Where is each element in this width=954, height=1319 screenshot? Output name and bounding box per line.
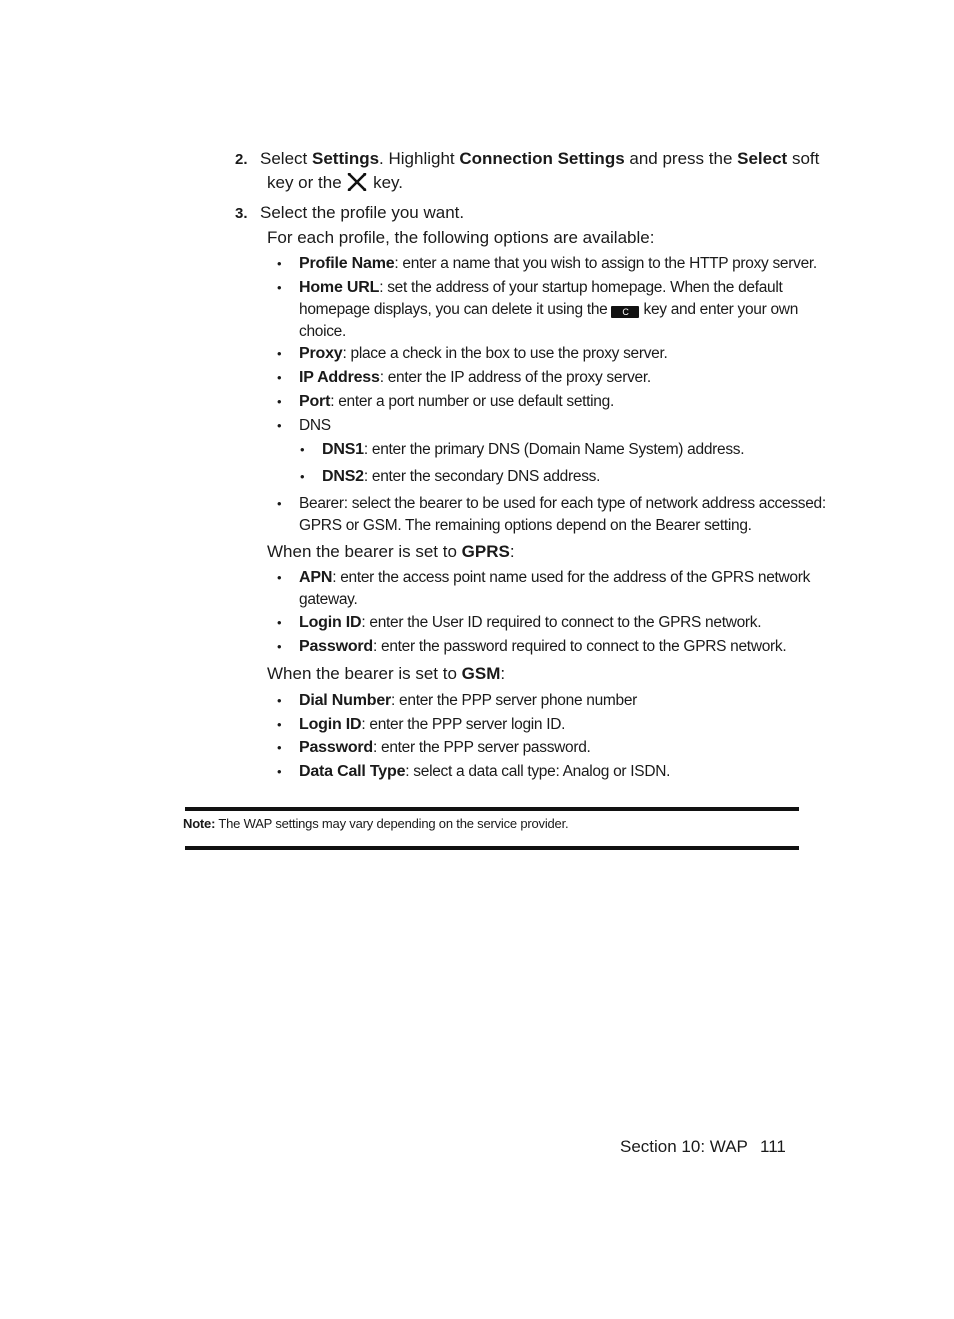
text: Select xyxy=(260,149,312,168)
option-home-url xyxy=(299,277,783,299)
bullet: • xyxy=(277,346,282,361)
option-text: : set the address of your startup homepage. When the default xyxy=(379,279,783,296)
option-text: : place a check in the box to use the proxy server. xyxy=(342,345,668,362)
bullet: • xyxy=(277,639,282,654)
menu-settings: Settings xyxy=(311,149,380,168)
option-text: : select a data call type: Analog or ISDN. xyxy=(405,763,671,780)
navigation-cross-icon xyxy=(346,173,368,191)
gsm-login-id xyxy=(299,714,565,736)
option-label: Login ID xyxy=(299,716,362,733)
option-label: Password xyxy=(299,638,373,655)
option-label: Port xyxy=(299,393,331,410)
option-ip-address xyxy=(299,367,651,389)
step-3-text: Select the profile you want. xyxy=(260,203,465,222)
bullet: • xyxy=(300,469,305,484)
option-port xyxy=(299,391,614,413)
note-text: The WAP settings may vary depending on the service provider. xyxy=(215,816,569,831)
text: and press the xyxy=(624,149,738,168)
option-text: : enter the IP address of the proxy server. xyxy=(379,369,651,386)
option-home-url-line-2 xyxy=(299,299,798,321)
page-number: 111 xyxy=(760,1137,786,1156)
option-label: IP Address xyxy=(299,369,380,386)
text: When the bearer is set to xyxy=(267,664,462,683)
bullet: • xyxy=(277,418,282,433)
note-label: Note: xyxy=(183,816,216,831)
option-text: : enter the password required to connect to the GPRS network. xyxy=(373,638,787,655)
options-intro: For each profile, the following options are available: xyxy=(267,228,655,247)
bearer-name: GPRS xyxy=(461,542,510,561)
option-proxy xyxy=(299,343,668,365)
step-2-line-1 xyxy=(260,147,819,171)
gprs-apn xyxy=(299,567,810,589)
step-2-line-2 xyxy=(267,171,403,195)
bullet: • xyxy=(300,442,305,457)
clear-key-icon: C xyxy=(611,306,639,318)
bullet: • xyxy=(277,496,282,511)
bullet: • xyxy=(277,370,282,385)
option-bearer-line-2: GPRS or GSM. The remaining options depend on the Bearer setting. xyxy=(299,517,752,534)
note-bottom-rule xyxy=(185,846,799,850)
bullet: • xyxy=(277,615,282,630)
text: : xyxy=(509,542,515,561)
option-label: APN xyxy=(299,569,333,586)
option-label: Home URL xyxy=(299,279,380,296)
option-text: : enter a name that you wish to assign to the HTTP proxy server. xyxy=(394,255,817,272)
text: key and enter your own xyxy=(639,301,799,318)
option-text: : enter the User ID required to connect to the GPRS network. xyxy=(361,614,762,631)
gsm-heading xyxy=(267,662,505,686)
text: When the bearer is set to xyxy=(267,542,462,561)
text: homepage displays, you can delete it using the xyxy=(299,301,612,318)
gsm-dial-number xyxy=(299,690,637,712)
text: soft xyxy=(787,149,820,168)
option-text: : enter the PPP server password. xyxy=(373,739,591,756)
option-label: Profile Name xyxy=(299,255,395,272)
option-text: : enter the PPP server login ID. xyxy=(361,716,566,733)
bullet: • xyxy=(277,740,282,755)
option-text: : enter a port number or use default setting. xyxy=(330,393,614,410)
text: . Highlight xyxy=(379,149,460,168)
step-number: 3. xyxy=(235,205,248,222)
bullet: • xyxy=(277,717,282,732)
option-label: Dial Number xyxy=(299,692,392,709)
step-2 xyxy=(235,147,248,172)
gprs-login-id xyxy=(299,612,761,634)
option-text: : enter the primary DNS (Domain Name System) address. xyxy=(363,441,745,458)
bullet: • xyxy=(277,280,282,295)
bearer-name: GSM xyxy=(461,664,501,683)
option-label: Password xyxy=(299,739,373,756)
text: : xyxy=(500,664,506,683)
gprs-password xyxy=(299,636,786,658)
text: key or the xyxy=(267,173,347,192)
step-3 xyxy=(235,201,248,226)
option-label: Proxy xyxy=(299,345,343,362)
text: key. xyxy=(368,173,404,192)
option-dns: DNS xyxy=(299,417,331,434)
option-text: : enter the secondary DNS address. xyxy=(363,468,601,485)
option-text: : enter the PPP server phone number xyxy=(391,692,638,709)
bullet: • xyxy=(277,570,282,585)
note-top-rule xyxy=(185,807,799,811)
menu-connection-settings: Connection Settings xyxy=(459,149,625,168)
note xyxy=(183,816,568,831)
bullet: • xyxy=(277,394,282,409)
option-bearer: Bearer: select the bearer to be used for each type of network address accessed: xyxy=(299,495,826,512)
option-label: DNS1 xyxy=(322,441,364,458)
gprs-heading xyxy=(267,540,515,564)
gsm-password xyxy=(299,737,591,759)
option-label: DNS2 xyxy=(322,468,364,485)
step-number: 2. xyxy=(235,151,248,168)
option-dns2 xyxy=(322,466,600,488)
option-dns1 xyxy=(322,439,744,461)
bullet: • xyxy=(277,693,282,708)
option-home-url-line-3: choice. xyxy=(299,323,347,340)
footer-section: Section 10: WAP xyxy=(620,1137,748,1156)
option-label: Login ID xyxy=(299,614,362,631)
select-softkey: Select xyxy=(737,149,788,168)
option-profile-name xyxy=(299,253,817,275)
option-text: : enter the access point name used for the address of the GPRS network xyxy=(332,569,811,586)
option-label: Data Call Type xyxy=(299,763,406,780)
bullet: • xyxy=(277,764,282,779)
gprs-apn-line-2: gateway. xyxy=(299,591,358,608)
gsm-data-call-type xyxy=(299,761,670,783)
bullet: • xyxy=(277,256,282,271)
